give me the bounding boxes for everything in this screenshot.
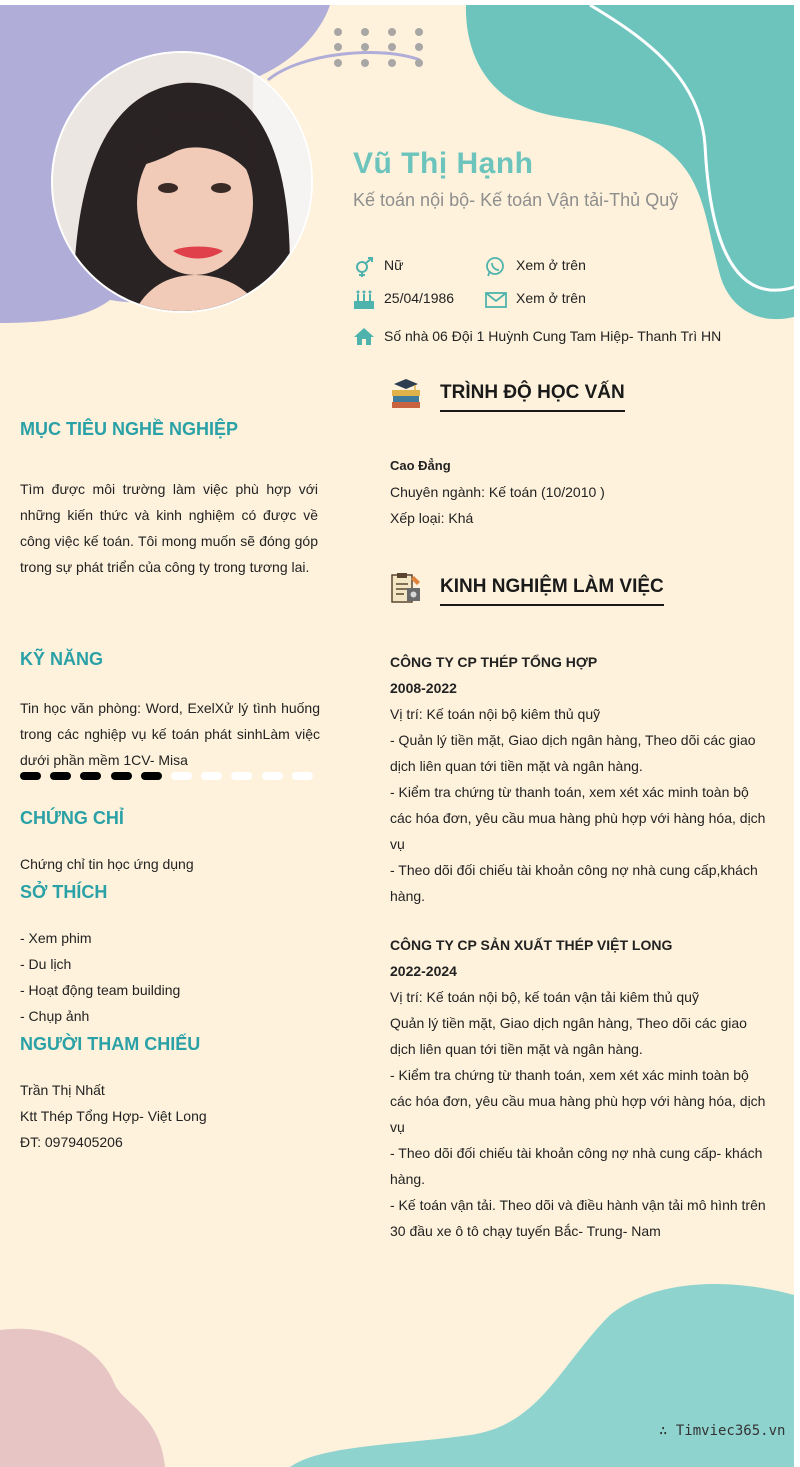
objective-heading: MỤC TIÊU NGHỀ NGHIỆP	[20, 419, 239, 439]
skill-rating-empty-segment	[171, 772, 192, 780]
skills-text: Tin học văn phòng: Word, ExelXử lý tình huống trong các nghiệp vụ kế toán phát sinhLàm việc dưới phần mềm 1CV- Misa	[20, 700, 320, 768]
hobbies-heading: SỞ THÍCH	[20, 882, 108, 902]
education-level: Cao Đẳng	[390, 458, 451, 473]
hobby-item: - Chụp ảnh	[20, 1008, 90, 1024]
gender-value: Nữ	[384, 257, 404, 273]
reference-item: ĐT: 0979405206	[20, 1134, 123, 1150]
reference-item: Ktt Thép Tổng Hợp- Việt Long	[20, 1108, 207, 1124]
experience-heading: KINH NGHIỆM LÀM VIỆC	[440, 576, 664, 606]
birthday-cake-icon	[353, 290, 375, 310]
job-line: - Theo dõi đối chiếu tài khoản công nợ nhà cung cấp,khách hàng.	[390, 862, 758, 904]
skill-rating-empty-segment	[201, 772, 222, 780]
hobby-item: - Hoạt động team building	[20, 982, 181, 998]
job-line: - Kiểm tra chứng từ thanh toán, xem xét xác minh toàn bộ các hóa đơn, yêu cầu mua hàng phù hợp với hàng hóa, dịch vụ	[390, 784, 766, 852]
skill-rating-empty-segment	[292, 772, 313, 780]
references-heading: NGƯỜI THAM CHIẾU	[20, 1034, 201, 1054]
objective-text: Tìm được môi trường làm việc phù hợp với những kiến thức và kinh nghiệm có được về công việc kế toán. Tôi mong muốn sẽ đóng góp trong sự phát triển của công ty trong tương lai.	[20, 481, 318, 575]
skill-rating-filled-segment	[141, 772, 162, 780]
phone-value: Xem ở trên	[516, 257, 586, 273]
job-line: Quản lý tiền mặt, Giao dịch ngân hàng, Theo dõi các giao dịch liên quan tới tiền mặt và ngân hàng.	[390, 1015, 747, 1057]
footer-brand: ∴ Timviec365.vn	[659, 1423, 786, 1439]
avatar-portrait-illustration	[53, 53, 313, 313]
education-grade: Xếp loại: Khá	[390, 510, 474, 526]
education-books-icon	[390, 378, 422, 410]
whatsapp-icon	[485, 257, 507, 277]
job-line: Vị trí: Kế toán nội bộ kiêm thủ quỹ	[390, 706, 601, 722]
job-title: Kế toán nội bộ- Kế toán Vận tải-Thủ Quỹ	[353, 190, 679, 210]
email-value: Xem ở trên	[516, 290, 586, 306]
skill-rating-empty-segment	[231, 772, 252, 780]
education-heading: TRÌNH ĐỘ HỌC VẤN	[440, 382, 625, 412]
job-period: 2008-2022	[390, 680, 457, 696]
job-line: - Quản lý tiền mặt, Giao dịch ngân hàng, Theo dõi các giao dịch liên quan tới tiền mặt và ngân hàng.	[390, 732, 756, 774]
reference-item: Trần Thị Nhất	[20, 1082, 105, 1098]
gender-icon	[353, 257, 375, 277]
skill-rating-empty-segment	[262, 772, 283, 780]
education-details	[390, 453, 770, 531]
skill-rating-filled-segment	[80, 772, 101, 780]
skill-rating-filled-segment	[111, 772, 132, 780]
experience-job-1	[390, 649, 770, 909]
certificates-heading: CHỨNG CHỈ	[20, 808, 124, 828]
job-period: 2022-2024	[390, 963, 457, 979]
job-line: - Kế toán vận tải. Theo dõi và điều hành vận tải mô hình trên 30 đầu xe ô tô chạy tuyến Bắc- Trung- Nam	[390, 1197, 766, 1239]
experience-job-2	[390, 932, 770, 1244]
hobby-item: - Du lịch	[20, 956, 72, 972]
job-line: - Theo dõi đối chiếu tài khoản công nợ nhà cung cấp- khách hàng.	[390, 1145, 763, 1187]
cv-page	[0, 5, 794, 1467]
candidate-name: Vũ Thị Hạnh	[353, 147, 534, 180]
skill-rating-bar	[20, 772, 322, 782]
job-line: - Kiểm tra chứng từ thanh toán, xem xét xác minh toàn bộ các hóa đơn, yêu cầu mua hàng phù hợp với hàng hóa, dịch vụ	[390, 1067, 766, 1135]
job-company: CÔNG TY CP SẢN XUẤT THÉP VIỆT LONG	[390, 937, 673, 953]
hobby-item: - Xem phim	[20, 930, 92, 946]
address-value: Số nhà 06 Đội 1 Huỳnh Cung Tam Hiệp- Thanh Trì HN	[384, 328, 722, 344]
education-major: Chuyên ngành: Kế toán (10/2010 )	[390, 484, 605, 500]
home-icon	[353, 327, 375, 347]
hobbies-list	[20, 925, 180, 1029]
avatar	[51, 51, 313, 313]
skills-heading: KỸ NĂNG	[20, 649, 104, 669]
experience-clipboard-icon	[390, 572, 422, 604]
birthday-value: 25/04/1986	[384, 290, 455, 306]
references-list	[20, 1077, 207, 1155]
skill-rating-filled-segment	[50, 772, 71, 780]
skill-rating-filled-segment	[20, 772, 41, 780]
certificate-item: Chứng chỉ tin học ứng dụng	[20, 856, 194, 872]
certificates-list	[20, 851, 194, 877]
email-icon	[485, 290, 507, 310]
job-line: Vị trí: Kế toán nội bộ, kế toán vận tải kiêm thủ quỹ	[390, 989, 699, 1005]
job-company: CÔNG TY CP THÉP TỔNG HỢP	[390, 654, 598, 670]
